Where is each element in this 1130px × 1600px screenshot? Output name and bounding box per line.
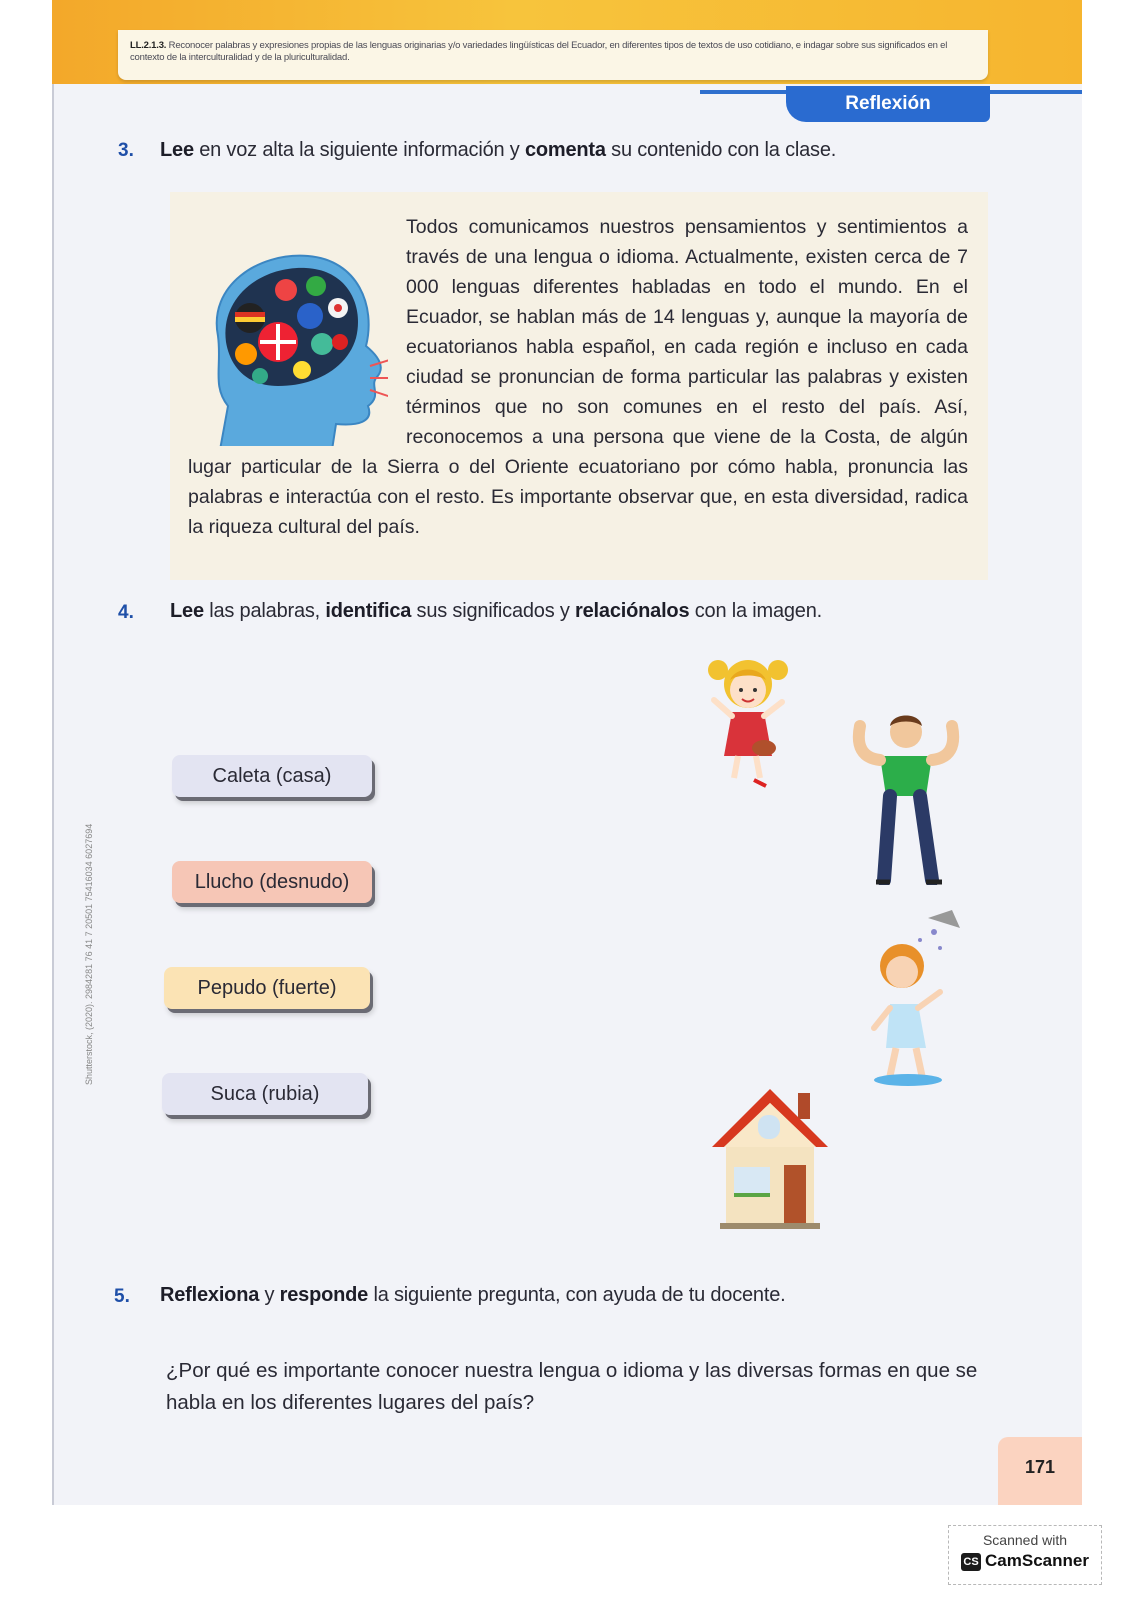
word-card-llucho[interactable]: Llucho (desnudo) <box>172 861 372 903</box>
objective-note <box>118 30 988 80</box>
page-number: 171 <box>998 1437 1082 1505</box>
q3-instruction <box>160 139 836 162</box>
q4-text-b: sus significados y <box>411 600 576 622</box>
showering-boy-icon[interactable] <box>868 908 968 1092</box>
objective-text: Reconocer palabras y expresiones propias de las lenguas originarias y/o variedades lingüísticas del Ecuador, en diferentes tipos de textos de uso cotidiano, e indagar sobre sus significados en el contexto de la interculturalidad y de la pluriculturalidad. <box>130 40 948 63</box>
q4-instruction <box>170 600 822 623</box>
camscanner-watermark <box>948 1525 1102 1585</box>
q4-number: 4. <box>118 602 134 623</box>
q5-text-b: la siguiente pregunta, con ayuda de tu docente. <box>368 1284 786 1306</box>
q5-verb-reflexiona: Reflexiona <box>160 1284 260 1306</box>
q5-number: 5. <box>114 1286 130 1307</box>
q4-text-a: las palabras, <box>203 600 326 622</box>
info-box <box>170 192 988 580</box>
q5-verb-responde: responde <box>279 1284 369 1306</box>
objective-code: LL.2.1.3. <box>130 40 167 51</box>
blonde-girl-icon[interactable] <box>706 650 790 795</box>
q3-verb-lee: Lee <box>160 139 194 161</box>
word-card-pepudo[interactable]: Pepudo (fuerte) <box>164 967 370 1009</box>
q5-text-a: y <box>259 1284 280 1306</box>
q5-instruction <box>160 1284 785 1307</box>
page-left-edge <box>52 0 54 1505</box>
word-card-caleta[interactable]: Caleta (casa) <box>172 755 372 797</box>
section-tab: Reflexión <box>786 86 990 122</box>
camscanner-logo-icon: CS <box>961 1553 981 1571</box>
info-paragraph: Todos comunicamos nuestros pensamientos y sentimientos a través de una lengua o idioma. Actualmente, existen cerca de 7 000 lenguas diferentes habladas en todo el mundo. En el Ecuador, se hablan más de 14 lenguas y, aunque la mayoría de ecuatorianos habla español, en cada región e incluso en cada ciudad se pronuncian de forma particular las palabras y existen términos que no son comunes en el resto del país. Así, reconocemos a una persona que viene de la Costa, de algún lugar particular de la Sierra o del Oriente ecuatoriano por cómo habla, pronuncia las palabras e interactúa con el resto. Es importante observar que, en esta diversidad, radica la riqueza cultural del país. <box>188 216 968 538</box>
q5-question: ¿Por qué es importante conocer nuestra lengua o idioma y las diversas formas en que se habla en los diferentes lugares del país? <box>166 1359 978 1414</box>
house-icon[interactable] <box>708 1085 832 1235</box>
image-credit: Shutterstock, (2020). 2984281 76 41 7 20501 75416034 6027694 <box>84 823 94 1085</box>
q4-verb-lee: Lee <box>170 600 204 622</box>
q4-text-c: con la imagen. <box>689 600 823 622</box>
scanner-line2: CamScanner <box>985 1551 1089 1570</box>
q4-verb-relacionalos: relaciónalos <box>575 600 690 622</box>
q3-text-end: su contenido con la clase. <box>605 139 837 161</box>
q3-verb-comenta: comenta <box>524 139 606 161</box>
q4-verb-identifica: identifica <box>325 600 412 622</box>
q3-text-mid: en voz alta la siguiente información y <box>193 139 525 161</box>
scanner-line1: Scanned with <box>982 1532 1068 1548</box>
q3-number: 3. <box>118 140 134 161</box>
strong-man-icon[interactable] <box>850 710 962 885</box>
float-spacer <box>188 212 406 452</box>
word-card-suca[interactable]: Suca (rubia) <box>162 1073 368 1115</box>
